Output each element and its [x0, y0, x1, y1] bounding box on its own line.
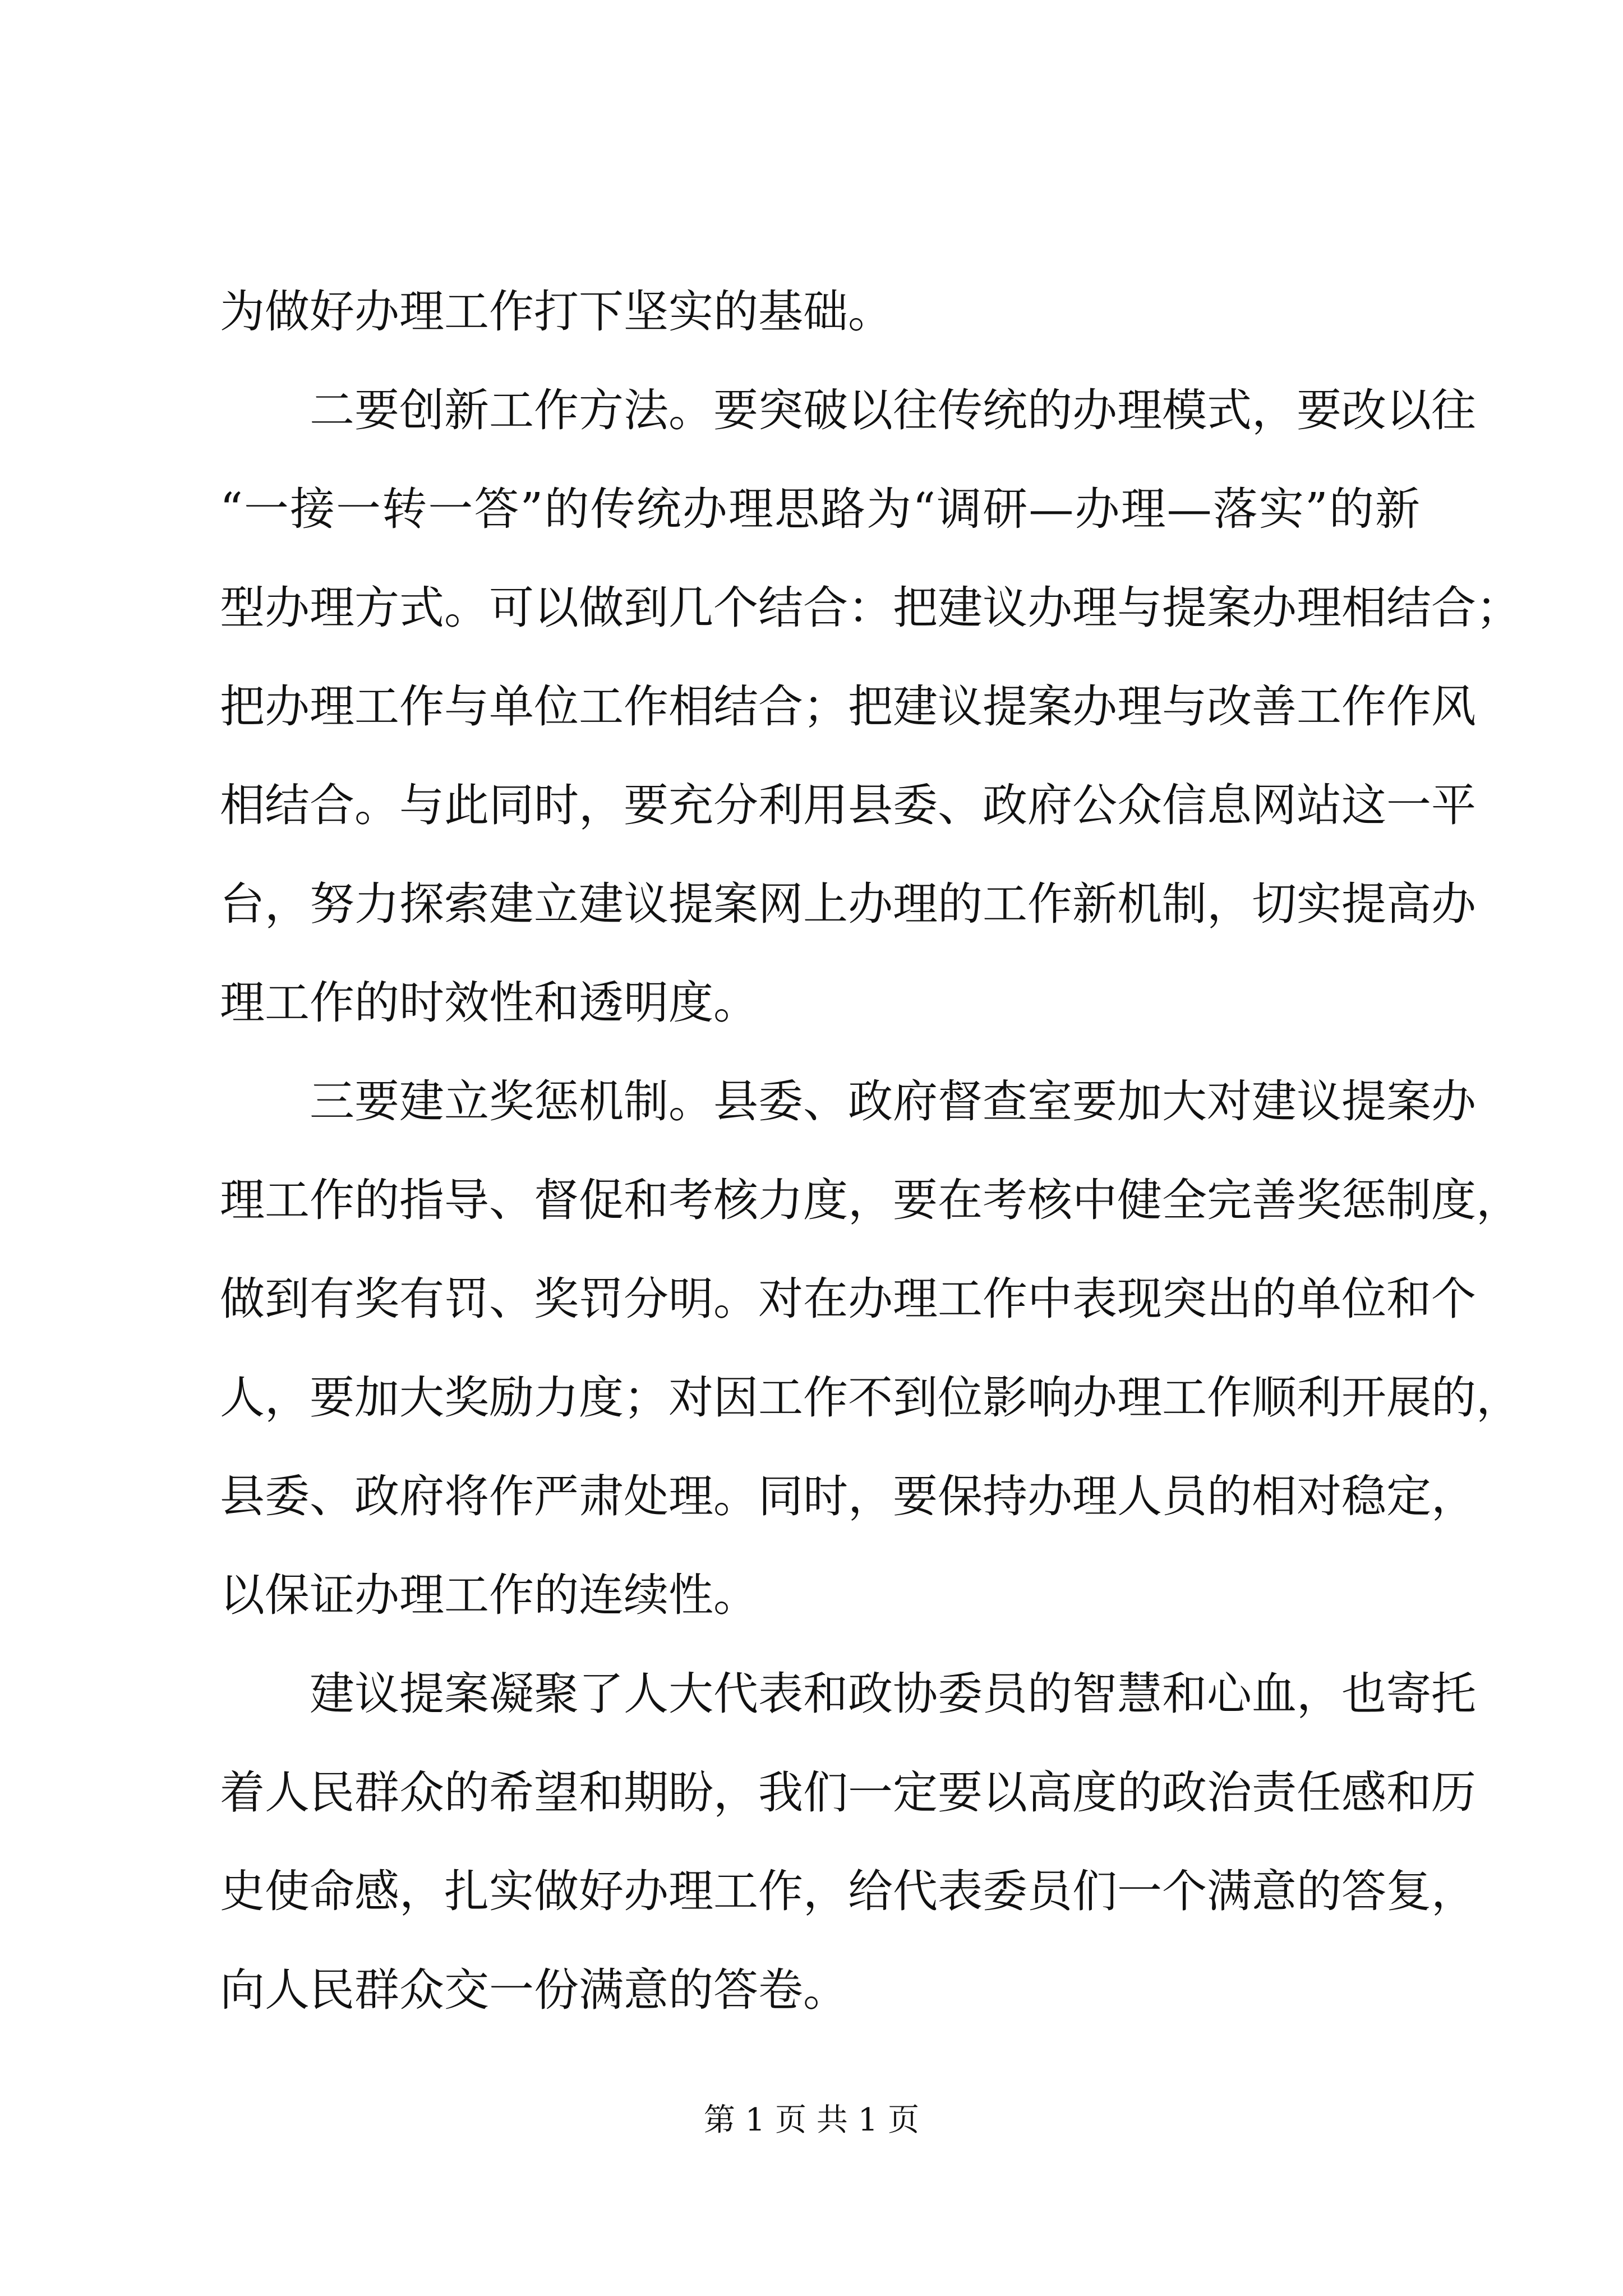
text-line: 型办理方式。可以做到几个结合：把建议办理与提案办理相结合；	[220, 582, 1521, 634]
text-line: 理工作的指导、督促和考核力度，要在考核中健全完善奖惩制度，	[220, 1174, 1521, 1226]
text-line: “一接一转一答”的传统办理思路为“调研—办理—落实”的新	[220, 483, 1420, 535]
text-line: 建议提案凝聚了人大代表和政协委员的智慧和心血，也寄托	[220, 1668, 1476, 1720]
text-line: 为做好办理工作打下坚实的基础。	[220, 286, 893, 338]
text-line: 以保证办理工作的连续性。	[220, 1569, 758, 1621]
text-line: 史使命感，扎实做好办理工作，给代表委员们一个满意的答复，	[220, 1865, 1476, 1917]
text-line: 做到有奖有罚、奖罚分明。对在办理工作中表现突出的单位和个	[220, 1273, 1476, 1325]
text-line: 着人民群众的希望和期盼，我们一定要以高度的政治责任感和历	[220, 1766, 1476, 1819]
text-line: 把办理工作与单位工作相结合；把建议提案办理与改善工作作风	[220, 680, 1476, 733]
text-line: 向人民群众交一份满意的答卷。	[220, 1964, 848, 2016]
text-line: 人，要加大奖励力度；对因工作不到位影响办理工作顺利开展的，	[220, 1372, 1521, 1424]
document-body	[220, 263, 1521, 2040]
text-line: 县委、政府将作严肃处理。同时，要保持办理人员的相对稳定，	[220, 1470, 1476, 1522]
page-footer: 第 1 页 共 1 页	[703, 2102, 920, 2138]
text-line: 台，努力探索建立建议提案网上办理的工作新机制，切实提高办	[220, 878, 1476, 930]
text-line: 三要建立奖惩机制。县委、政府督查室要加大对建议提案办	[220, 1075, 1476, 1128]
text-line: 相结合。与此同时，要充分利用县委、政府公众信息网站这一平	[220, 779, 1476, 831]
text-line: 二要创新工作方法。要突破以往传统的办理模式，要改以往	[220, 384, 1476, 436]
text-line: 理工作的时效性和透明度。	[220, 977, 758, 1029]
